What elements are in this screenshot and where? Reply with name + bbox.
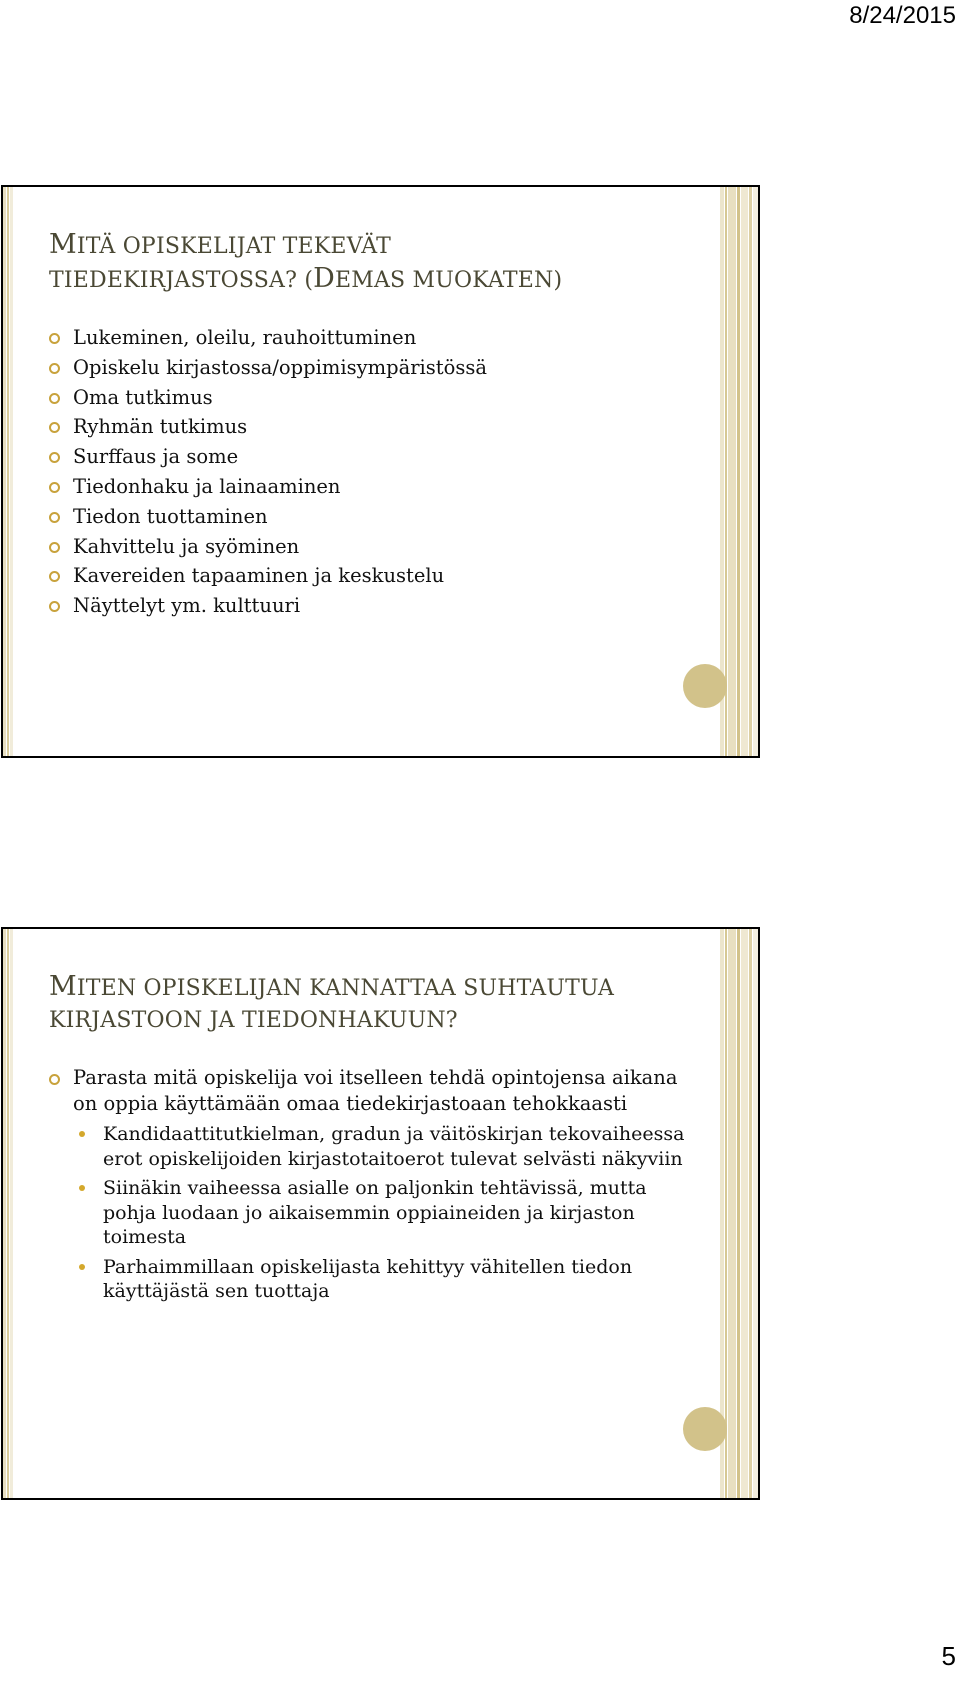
- bullet-ring-icon: [49, 363, 60, 374]
- bullet-ring-icon: [49, 601, 60, 612]
- title-text: KIRJASTOON JA TIEDONHAKUUN?: [49, 1008, 458, 1033]
- list-item: [49, 472, 689, 502]
- bullet-text: Siinäkin vaiheessa asialle on paljonkin tehtävissä, mutta pohja luodaan jo aikaisemmin oppiaineiden ja kirjaston toimesta: [103, 1177, 647, 1248]
- title-initial: M: [49, 971, 77, 1002]
- bullet-text: Oma tutkimus: [73, 385, 213, 409]
- slide-1: [1, 185, 760, 758]
- title-initial: M: [49, 229, 77, 260]
- title-text: TIEDEKIRJASTOSSA? (: [49, 268, 314, 293]
- bullet-text: Kavereiden tapaaminen ja keskustelu: [73, 564, 445, 588]
- bullet-ring-icon: [49, 1074, 60, 1085]
- list-item: [49, 502, 689, 532]
- list-item: [49, 561, 689, 591]
- slide-2-title: [49, 971, 689, 1037]
- slide-1-bullet-list: [49, 323, 689, 621]
- list-item: [49, 591, 689, 621]
- title-text: ITÄ OPISKELIJAT TEKEVÄT: [76, 234, 392, 259]
- bullet-dot-icon: [79, 1185, 85, 1191]
- sub-bullet-list: [73, 1122, 689, 1304]
- list-item: [49, 1065, 689, 1304]
- bullet-ring-icon: [49, 542, 60, 553]
- list-item: [49, 383, 689, 413]
- title-text: EMAS MUOKATEN): [334, 268, 563, 293]
- list-item: [49, 353, 689, 383]
- bullet-ring-icon: [49, 482, 60, 493]
- bullet-text: Kahvittelu ja syöminen: [73, 534, 300, 558]
- left-accent-strip: [3, 187, 13, 756]
- date-header: 8/24/2015: [849, 2, 956, 29]
- sub-list-item: [73, 1122, 689, 1171]
- bullet-dot-icon: [79, 1264, 85, 1270]
- list-item: [49, 532, 689, 562]
- left-accent-strip: [3, 929, 13, 1498]
- list-item: [49, 412, 689, 442]
- bullet-text: Surffaus ja some: [73, 445, 239, 469]
- bullet-text: Opiskelu kirjastossa/oppimisympäristössä: [73, 355, 487, 379]
- bullet-text: Näyttelyt ym. kulttuuri: [73, 594, 301, 618]
- bullet-ring-icon: [49, 571, 60, 582]
- bullet-text: Lukeminen, oleilu, rauhoittuminen: [73, 326, 417, 349]
- title-initial: D: [313, 263, 335, 294]
- bullet-text: Tiedon tuottaminen: [73, 504, 268, 528]
- bullet-ring-icon: [49, 422, 60, 433]
- bullet-text: Kandidaattitutkielman, gradun ja väitöskirjan tekovaiheessa erot opiskelijoiden kirjastotaitoerot tulevat selvästi näkyviin: [103, 1123, 685, 1170]
- sub-list-item: [73, 1255, 689, 1304]
- bullet-ring-icon: [49, 393, 60, 404]
- list-item: [49, 442, 689, 472]
- sub-list-item: [73, 1176, 689, 1250]
- list-item: [49, 323, 689, 353]
- bullet-ring-icon: [49, 452, 60, 463]
- right-accent-strip: [720, 929, 758, 1498]
- right-accent-strip: [720, 187, 758, 756]
- bullet-text: Parhaimmillaan opiskelijasta kehittyy vähitellen tiedon käyttäjästä sen tuottaja: [103, 1255, 633, 1302]
- bullet-text: Parasta mitä opiskelija voi itselleen tehdä opintojensa aikana on oppia käyttämään omaa tiedekirjastoaan tehokkaasti: [73, 1066, 678, 1115]
- slide-2: [1, 927, 760, 1500]
- bullet-text: Ryhmän tutkimus: [73, 415, 248, 439]
- decorative-circle: [683, 664, 727, 708]
- bullet-dot-icon: [79, 1131, 85, 1137]
- page-number: 5: [941, 1641, 956, 1671]
- slide-2-bullet-list: [49, 1065, 689, 1309]
- bullet-ring-icon: [49, 512, 60, 523]
- bullet-text: Tiedonhaku ja lainaaminen: [73, 474, 341, 498]
- decorative-circle: [683, 1407, 727, 1451]
- slide-1-title: [49, 229, 689, 297]
- title-text: ITEN OPISKELIJAN KANNATTAA SUHTAUTUA: [76, 976, 615, 1001]
- bullet-ring-icon: [49, 333, 60, 344]
